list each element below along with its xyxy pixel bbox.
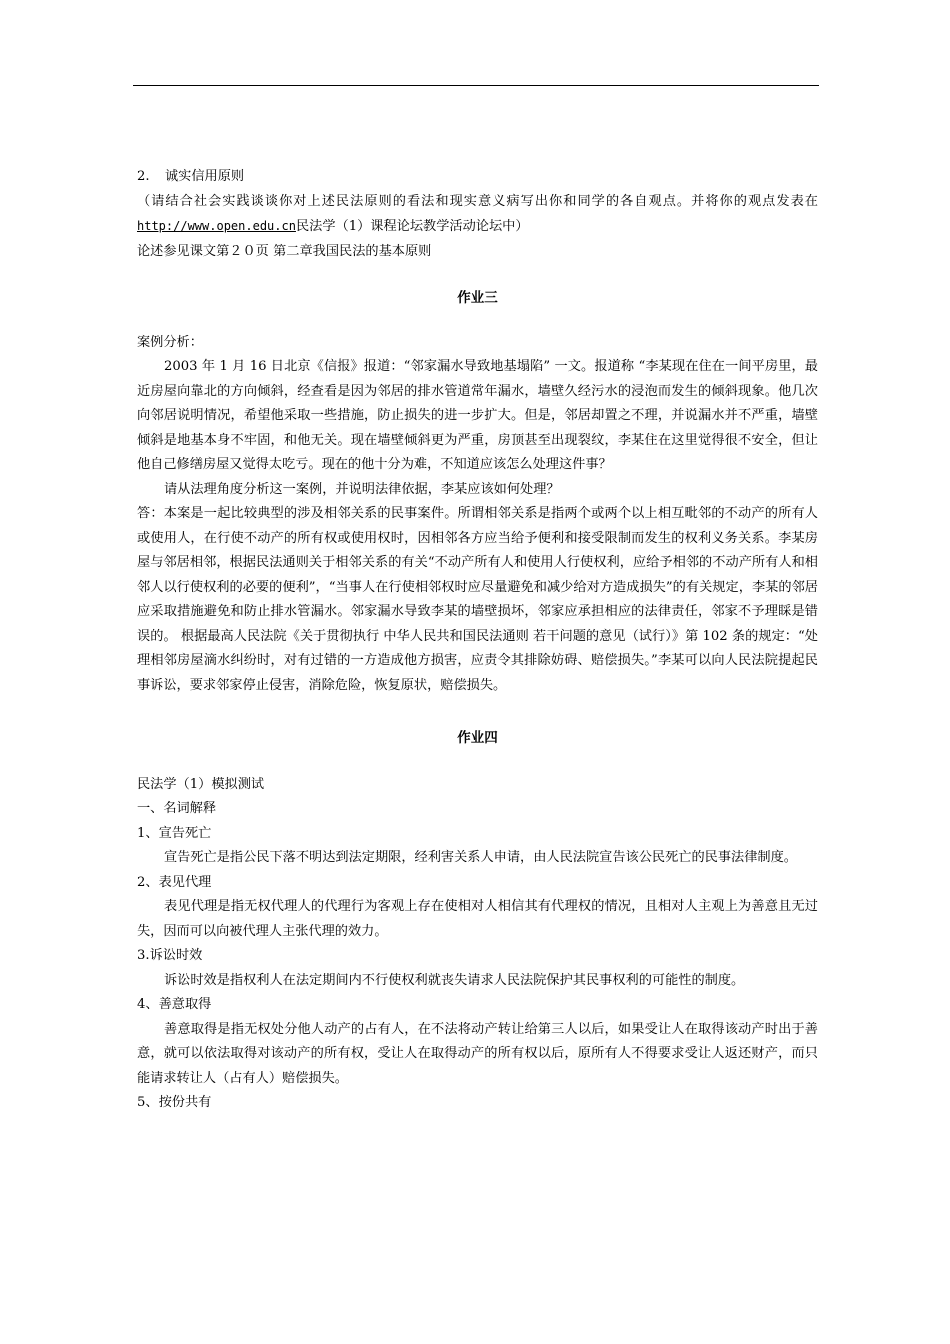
principle-title: 诚实信用原则 [165,169,245,184]
term-title: 1、宣告死亡 [137,825,212,841]
principle-prompt [137,190,818,240]
term-definition: 表见代理是指无权代理人的代理行为客观上存在使相对人相信其有代理权的情况，且相对人主观上为善意且无过失，因而可以向被代理人主张代理的效力。 [137,899,818,939]
case-question: 请从法理角度分析这一案例，并说明法律依据，李某应该如何处理？ [164,481,560,497]
term-definition: 善意取得是指无权处分他人动产的占有人，在不法将动产转让给第三人以后，如果受让人在取得该动产时出于善意，就可以依法取得对该动产的所有权，受让人在取得动产的所有权以后，原所有人不得要求受让人返还财产，而只能请求转让人（占有人）赔偿损失。 [137,1021,818,1086]
term-definition: 诉讼时效是指权利人在法定期间内不行使权利就丧失请求人民法院保护其民事权利的可能性的制度。 [164,972,745,988]
principle-reference: 论述参见课文第２０页 第二章我国民法的基本原则 [137,243,432,259]
term-title: 2、表见代理 [137,874,212,890]
term-title: 3.诉讼时效 [137,948,203,963]
prompt-end: 民法学（1）课程论坛教学活动论坛中） [295,219,529,234]
test-title: 民法学（1）模拟测试 [137,776,265,792]
case-label: 案例分析： [137,334,203,350]
case-answer: 答：本案是一起比较典型的涉及相邻关系的民事案件。所谓相邻关系是指两个或两个以上相互毗邻的不动产的所有人或使用人，在行使不动产的所有权或使用权时，因相邻各方应当给予便利和接受限制而发生的权利义务关系。李某房屋与邻居相邻，根据民法通则关于相邻关系的有关“不动产所有人和使用人行使权利，应给予相邻的不动产所有人和相邻人以行使权利的必要的便利”，“当事人在行使相邻权时应尽量避免和减少给对方造成损失”的有关规定，李某的邻居应采取措施避免和防止排水管漏水。邻家漏水导致李某的墙壁损坏，邻家应承担相应的法律责任，邻家不予理睬是错误的。 根据最高人民法院《关于贯彻执行 中华人民共和国民法通则 若干问题的意见（试行）》第 102 条的规定：“处理相邻房屋滴水纠纷时，对有过错的一方造成他方损害，应责令其排除妨碍、赔偿损失。”李某可以向人民法院提起民事诉讼，要求邻家停止侵害，消除危险，恢复原状，赔偿损失。 [137,506,818,693]
term-title: 4、善意取得 [137,997,212,1012]
header-rule [133,85,819,86]
case-text: 2003 年 1 月 16 日北京《信报》报道：“邻家漏水导致地基塌陷” 一文。报道称 “李某现在住在一间平房里，最近房屋向靠北的方向倾斜，经查看是因为邻居的排水管道常年漏水，墙壁久经污水的浸泡而发生的倾斜现象。他几次向邻居说明情况，希望他采取一些措施，防止损失的进一步扩大。但是，邻居却置之不理，并说漏水并不严重，墙壁倾斜是地基本身不牢固，和他无关。现在墙壁倾斜更为严重，房顶甚至出现裂纹，李某住在这里觉得很不安全，但让他自己修缮房屋又觉得太吃亏。现在的他十分为难，不知道应该怎么处理这件事？ [137,359,818,472]
term-definition: 宣告死亡是指公民下落不明达到法定期限，经利害关系人申请，由人民法院宣告该公民死亡的民事法律制度。 [164,850,797,865]
assignment4-heading: 作业四 [457,730,498,746]
forum-link[interactable]: http://www.open.edu.cn [137,219,296,233]
term-title: 5、按份共有 [137,1095,212,1110]
principle-number: 2. [137,169,150,184]
section-heading: 一、名词解释 [137,801,217,816]
document-body [137,165,818,1116]
principle-title-line [137,165,818,190]
assignment3-heading: 作业三 [457,290,498,306]
prompt-start: （请结合社会实践谈谈你对上述民法原则的看法和现实意义病写出你和同学的各自观点。并将你的观点发表在 [137,193,818,209]
